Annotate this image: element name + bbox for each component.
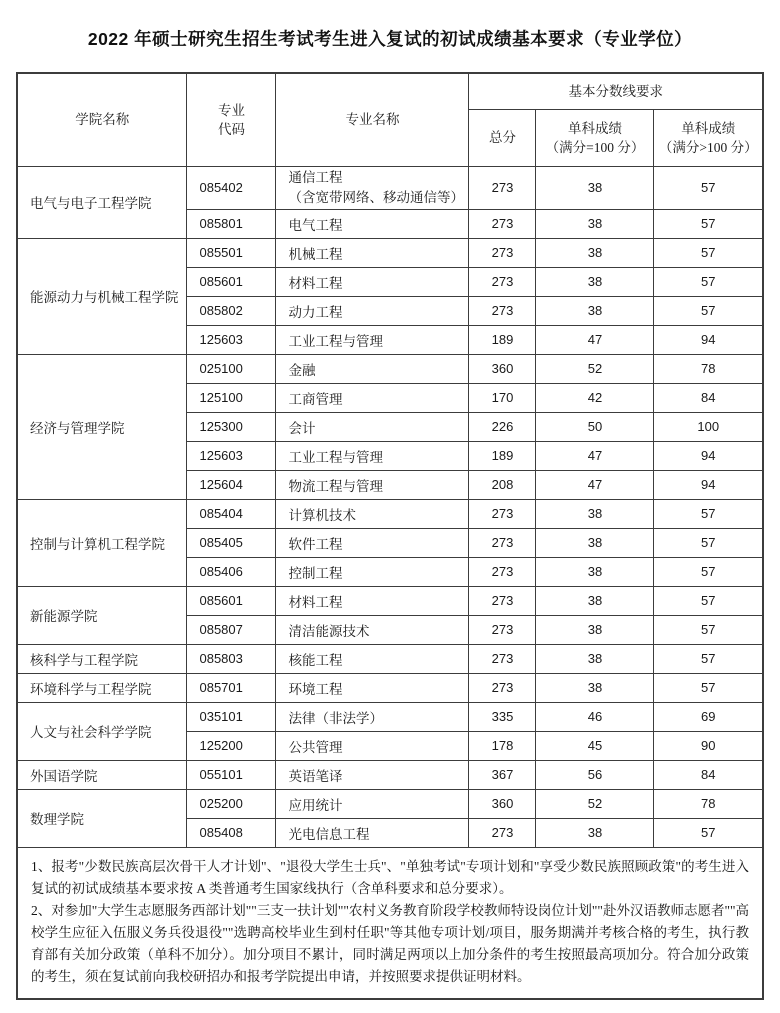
single-subject-gt100-cell: 69 <box>654 702 763 731</box>
single-subject-gt100-cell: 57 <box>654 557 763 586</box>
major-name-cell: 英语笔译 <box>276 760 469 789</box>
major-code-cell: 085601 <box>187 586 276 615</box>
college-name-cell: 新能源学院 <box>17 586 187 644</box>
header-major-name: 专业名称 <box>276 73 469 166</box>
single-subject-gt100-cell: 78 <box>654 354 763 383</box>
single-subject-100-cell: 47 <box>536 325 654 354</box>
major-code-cell: 085402 <box>187 166 276 209</box>
table-row <box>17 760 763 789</box>
single-subject-100-cell: 38 <box>536 209 654 238</box>
college-name-cell: 环境科学与工程学院 <box>17 673 187 702</box>
major-code-cell: 025100 <box>187 354 276 383</box>
single-subject-100-cell: 38 <box>536 499 654 528</box>
major-code-cell: 125604 <box>187 470 276 499</box>
total-score-cell: 273 <box>469 499 536 528</box>
single-subject-gt100-cell: 90 <box>654 731 763 760</box>
single-subject-gt100-cell: 57 <box>654 209 763 238</box>
total-score-cell: 178 <box>469 731 536 760</box>
college-name-cell: 外国语学院 <box>17 760 187 789</box>
note-paragraph-2: 2、对参加"大学生志愿服务西部计划""三支一扶计划""农村义务教育阶段学校教师特设岗位计划""赴外汉语教师志愿者""高校学生应征入伍服义务兵役退役""选聘高校毕业生到村任职"等其他专项计划/项目，服务期满并考核合格的考生，执行教育部有关加分政策（单科不加分）。加分项目不累计，同时满足两项以上加分条件的考生按照最高项加分。符合加分政策的考生，须在复试前向我校研招办和报考学院提出申请，并按照要求提供证明材料。 <box>30 902 750 984</box>
table-row <box>17 789 763 818</box>
major-code-cell: 025200 <box>187 789 276 818</box>
single-subject-100-cell: 52 <box>536 354 654 383</box>
college-name-cell: 电气与电子工程学院 <box>17 166 187 238</box>
major-code-cell: 085701 <box>187 673 276 702</box>
major-name-cell: 控制工程 <box>276 557 469 586</box>
total-score-cell: 273 <box>469 557 536 586</box>
major-name-cell: 金融 <box>276 354 469 383</box>
major-code-cell: 125603 <box>187 325 276 354</box>
major-code-cell: 055101 <box>187 760 276 789</box>
single-subject-gt100-cell: 84 <box>654 383 763 412</box>
major-code-cell: 085405 <box>187 528 276 557</box>
major-name-cell: 公共管理 <box>276 731 469 760</box>
single-subject-gt100-cell: 57 <box>654 267 763 296</box>
major-name-cell: 法律（非法学） <box>276 702 469 731</box>
total-score-cell: 189 <box>469 325 536 354</box>
table-row <box>17 166 763 209</box>
total-score-cell: 273 <box>469 267 536 296</box>
single-subject-gt100-cell: 57 <box>654 499 763 528</box>
single-subject-100-cell: 38 <box>536 296 654 325</box>
single-subject-100-cell: 45 <box>536 731 654 760</box>
table-header <box>17 73 763 166</box>
total-score-cell: 273 <box>469 586 536 615</box>
major-code-cell: 125200 <box>187 731 276 760</box>
major-name-cell: 光电信息工程 <box>276 818 469 847</box>
header-single-subject-100-line2: （满分=100 分） <box>545 139 645 155</box>
total-score-cell: 335 <box>469 702 536 731</box>
single-subject-100-cell: 38 <box>536 673 654 702</box>
single-subject-gt100-cell: 100 <box>654 412 763 441</box>
single-subject-100-cell: 46 <box>536 702 654 731</box>
major-code-cell: 125300 <box>187 412 276 441</box>
total-score-cell: 273 <box>469 528 536 557</box>
single-subject-100-cell: 38 <box>536 586 654 615</box>
score-table-body <box>17 166 763 847</box>
major-code-cell: 125100 <box>187 383 276 412</box>
major-name-cell: 动力工程 <box>276 296 469 325</box>
table-row <box>17 702 763 731</box>
single-subject-gt100-cell: 57 <box>654 586 763 615</box>
total-score-cell: 189 <box>469 441 536 470</box>
table-row <box>17 673 763 702</box>
college-name-cell: 人文与社会科学学院 <box>17 702 187 760</box>
table-row <box>17 644 763 673</box>
single-subject-gt100-cell: 57 <box>654 528 763 557</box>
header-major-code <box>187 73 276 166</box>
single-subject-gt100-cell: 57 <box>654 166 763 209</box>
single-subject-gt100-cell: 57 <box>654 296 763 325</box>
single-subject-100-cell: 38 <box>536 644 654 673</box>
total-score-cell: 273 <box>469 296 536 325</box>
header-single-subject-gt100-line2: （满分>100 分） <box>658 139 758 155</box>
major-name-cell: 计算机技术 <box>276 499 469 528</box>
header-major-code-line1: 专业 <box>217 102 245 118</box>
college-name-cell: 经济与管理学院 <box>17 354 187 499</box>
major-code-cell: 035101 <box>187 702 276 731</box>
total-score-cell: 226 <box>469 412 536 441</box>
major-name-cell: 核能工程 <box>276 644 469 673</box>
college-name-cell: 能源动力与机械工程学院 <box>17 238 187 354</box>
notes-row <box>17 847 763 999</box>
major-code-cell: 085807 <box>187 615 276 644</box>
major-name-cell: 环境工程 <box>276 673 469 702</box>
total-score-cell: 273 <box>469 673 536 702</box>
total-score-cell: 360 <box>469 789 536 818</box>
major-name-cell: 会计 <box>276 412 469 441</box>
single-subject-gt100-cell: 57 <box>654 673 763 702</box>
major-name-cell: 工业工程与管理 <box>276 441 469 470</box>
major-code-cell: 085501 <box>187 238 276 267</box>
single-subject-100-cell: 38 <box>536 238 654 267</box>
single-subject-gt100-cell: 57 <box>654 644 763 673</box>
single-subject-gt100-cell: 78 <box>654 789 763 818</box>
major-name-cell: 物流工程与管理 <box>276 470 469 499</box>
major-code-cell: 085601 <box>187 267 276 296</box>
single-subject-gt100-cell: 57 <box>654 818 763 847</box>
major-name-cell: 通信工程 （含宽带网络、移动通信等） <box>276 166 469 209</box>
major-name-cell: 机械工程 <box>276 238 469 267</box>
major-name-cell: 材料工程 <box>276 586 469 615</box>
total-score-cell: 360 <box>469 354 536 383</box>
major-name-cell: 清洁能源技术 <box>276 615 469 644</box>
header-single-subject-100 <box>536 109 654 166</box>
major-code-cell: 085802 <box>187 296 276 325</box>
table-row <box>17 586 763 615</box>
header-major-code-line2: 代码 <box>217 121 245 137</box>
header-total-score: 总分 <box>469 109 536 166</box>
major-name-cell: 材料工程 <box>276 267 469 296</box>
major-name-cell: 工商管理 <box>276 383 469 412</box>
header-single-subject-100-line1: 单科成绩 <box>567 120 622 136</box>
header-single-subject-gt100-line1: 单科成绩 <box>681 120 736 136</box>
major-code-cell: 085801 <box>187 209 276 238</box>
single-subject-gt100-cell: 94 <box>654 325 763 354</box>
total-score-cell: 273 <box>469 644 536 673</box>
single-subject-100-cell: 38 <box>536 818 654 847</box>
single-subject-gt100-cell: 57 <box>654 238 763 267</box>
table-row <box>17 499 763 528</box>
single-subject-100-cell: 56 <box>536 760 654 789</box>
major-code-cell: 085803 <box>187 644 276 673</box>
single-subject-gt100-cell: 57 <box>654 615 763 644</box>
major-code-cell: 085404 <box>187 499 276 528</box>
single-subject-100-cell: 38 <box>536 267 654 296</box>
page-title: 2022 年硕士研究生招生考试考生进入复试的初试成绩基本要求（专业学位） <box>87 29 693 49</box>
header-score-group: 基本分数线要求 <box>469 73 763 109</box>
major-name-cell: 软件工程 <box>276 528 469 557</box>
single-subject-100-cell: 50 <box>536 412 654 441</box>
major-code-cell: 125603 <box>187 441 276 470</box>
notes-cell <box>17 847 763 999</box>
major-name-cell: 应用统计 <box>276 789 469 818</box>
college-name-cell: 数理学院 <box>17 789 187 847</box>
college-name-cell: 核科学与工程学院 <box>17 644 187 673</box>
notes-section <box>17 847 763 999</box>
total-score-cell: 273 <box>469 615 536 644</box>
header-single-subject-gt100 <box>654 109 763 166</box>
total-score-cell: 208 <box>469 470 536 499</box>
single-subject-100-cell: 52 <box>536 789 654 818</box>
header-college: 学院名称 <box>17 73 187 166</box>
major-name-cell: 电气工程 <box>276 209 469 238</box>
major-name-cell: 工业工程与管理 <box>276 325 469 354</box>
single-subject-gt100-cell: 94 <box>654 441 763 470</box>
major-code-cell: 085406 <box>187 557 276 586</box>
note-paragraph-1: 1、报考"少数民族高层次骨干人才计划"、"退役大学生士兵"、"单独考试"专项计划和"享受少数民族照顾政策"的考生进入复试的初试成绩基本要求按 A 类普通考生国家线执行（含单科要求和总分要求）。 <box>30 858 750 896</box>
total-score-cell: 273 <box>469 166 536 209</box>
single-subject-100-cell: 42 <box>536 383 654 412</box>
score-table <box>16 72 764 1000</box>
single-subject-gt100-cell: 94 <box>654 470 763 499</box>
single-subject-100-cell: 47 <box>536 470 654 499</box>
major-code-cell: 085408 <box>187 818 276 847</box>
total-score-cell: 273 <box>469 238 536 267</box>
table-row <box>17 354 763 383</box>
header-row-top <box>17 73 763 109</box>
single-subject-100-cell: 38 <box>536 615 654 644</box>
single-subject-gt100-cell: 84 <box>654 760 763 789</box>
single-subject-100-cell: 38 <box>536 528 654 557</box>
total-score-cell: 170 <box>469 383 536 412</box>
total-score-cell: 273 <box>469 818 536 847</box>
college-name-cell: 控制与计算机工程学院 <box>17 499 187 586</box>
table-row <box>17 238 763 267</box>
single-subject-100-cell: 47 <box>536 441 654 470</box>
total-score-cell: 273 <box>469 209 536 238</box>
single-subject-100-cell: 38 <box>536 166 654 209</box>
single-subject-100-cell: 38 <box>536 557 654 586</box>
total-score-cell: 367 <box>469 760 536 789</box>
